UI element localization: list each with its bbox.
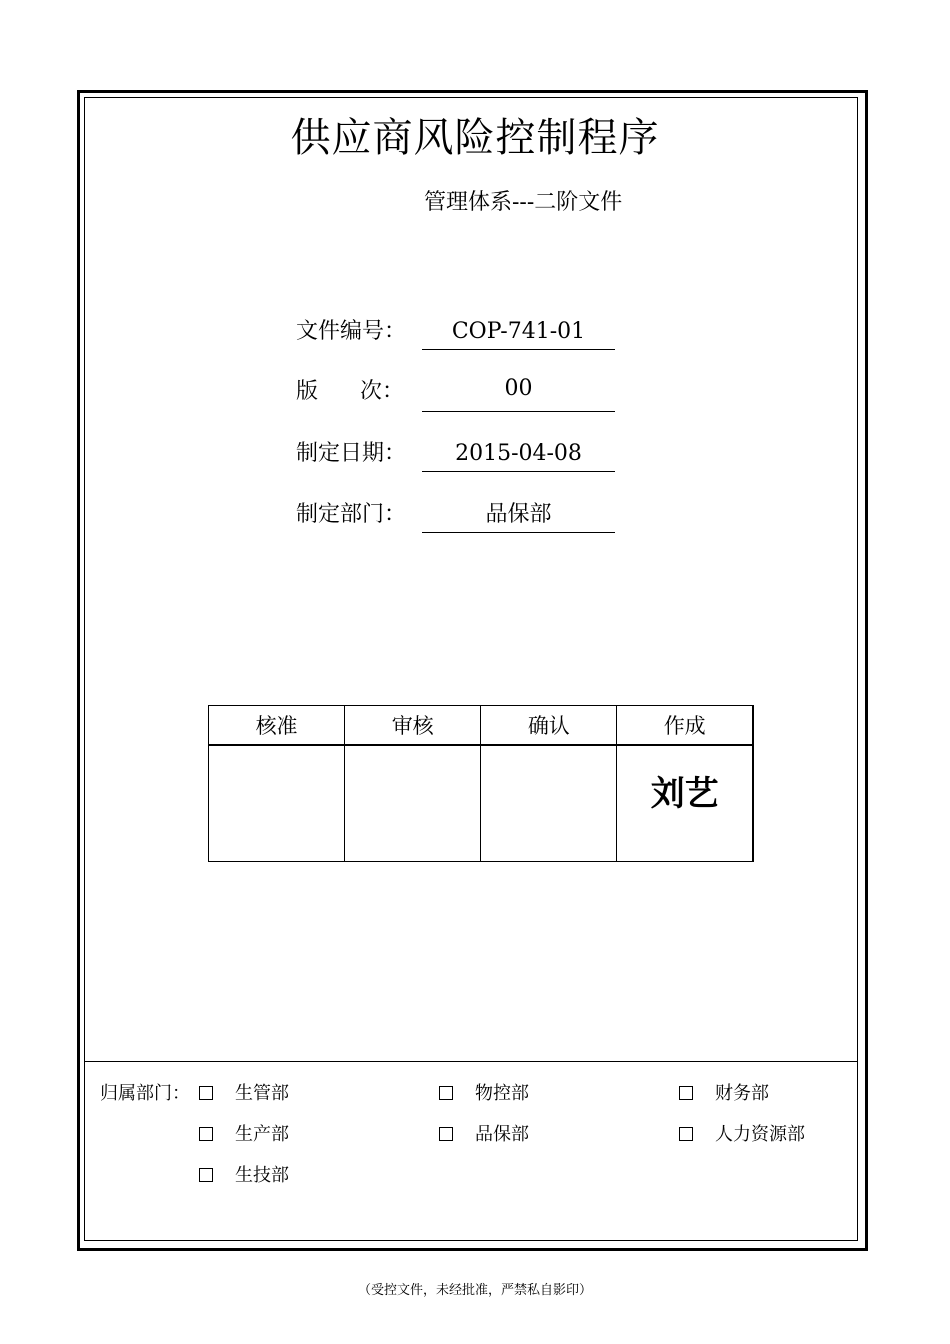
controlled-document-note: （受控文件，未经批准，严禁私自影印）	[357, 1283, 592, 1298]
approval-table	[208, 705, 754, 862]
dept-option-label: 生管部	[235, 1083, 289, 1104]
dept-option-label: 人力资源部	[715, 1124, 805, 1145]
checkbox-icon[interactable]	[199, 1168, 213, 1182]
dept-option-engineering[interactable]	[199, 1162, 289, 1190]
inner-border	[84, 97, 858, 1241]
department-section-label: 归属部门：	[100, 1083, 190, 1104]
author-signature: 刘艺	[650, 774, 719, 814]
dept-option-finance[interactable]	[679, 1080, 769, 1108]
field-label-date: 制定日期：	[296, 441, 407, 466]
checkbox-icon[interactable]	[679, 1127, 693, 1141]
checkbox-icon[interactable]	[199, 1127, 213, 1141]
checkbox-icon[interactable]	[679, 1086, 693, 1100]
approval-sign-row	[209, 745, 754, 862]
approval-cell-review	[345, 745, 481, 862]
field-label-doc-number: 文件编号：	[296, 319, 407, 344]
field-value-department: 品保部	[422, 498, 615, 533]
approval-header-confirm: 确认	[481, 706, 617, 746]
checkbox-icon[interactable]	[439, 1127, 453, 1141]
dept-option-label: 物控部	[475, 1083, 529, 1104]
dept-option-human-resources[interactable]	[679, 1121, 805, 1149]
section-divider	[85, 1061, 858, 1062]
approval-header-row	[209, 706, 754, 746]
approval-header-author: 作成	[617, 706, 753, 746]
approval-cell-author	[617, 745, 753, 862]
field-label-version: 版 次：	[296, 379, 404, 404]
field-value-date: 2015-04-08	[422, 437, 615, 472]
dept-option-production[interactable]	[199, 1121, 289, 1149]
approval-header-review: 审核	[345, 706, 481, 746]
dept-option-material-control[interactable]	[439, 1080, 529, 1108]
approval-header-approve: 核准	[209, 706, 345, 746]
dept-option-label: 品保部	[475, 1124, 529, 1145]
field-label-department: 制定部门：	[296, 502, 407, 527]
checkbox-icon[interactable]	[199, 1086, 213, 1100]
approval-cell-approve	[209, 745, 345, 862]
dept-option-label: 生技部	[235, 1165, 289, 1186]
dept-option-label: 财务部	[715, 1083, 769, 1104]
document-title: 供应商风险控制程序	[290, 115, 660, 161]
document-subtitle: 管理体系---二阶文件	[424, 190, 623, 215]
approval-cell-confirm	[481, 745, 617, 862]
field-value-version: 00	[422, 370, 615, 412]
dept-option-label: 生产部	[235, 1124, 289, 1145]
dept-option-production-control[interactable]	[199, 1080, 289, 1108]
checkbox-icon[interactable]	[439, 1086, 453, 1100]
field-value-doc-number: COP-741-01	[422, 315, 615, 350]
dept-option-quality-assurance[interactable]	[439, 1121, 529, 1149]
